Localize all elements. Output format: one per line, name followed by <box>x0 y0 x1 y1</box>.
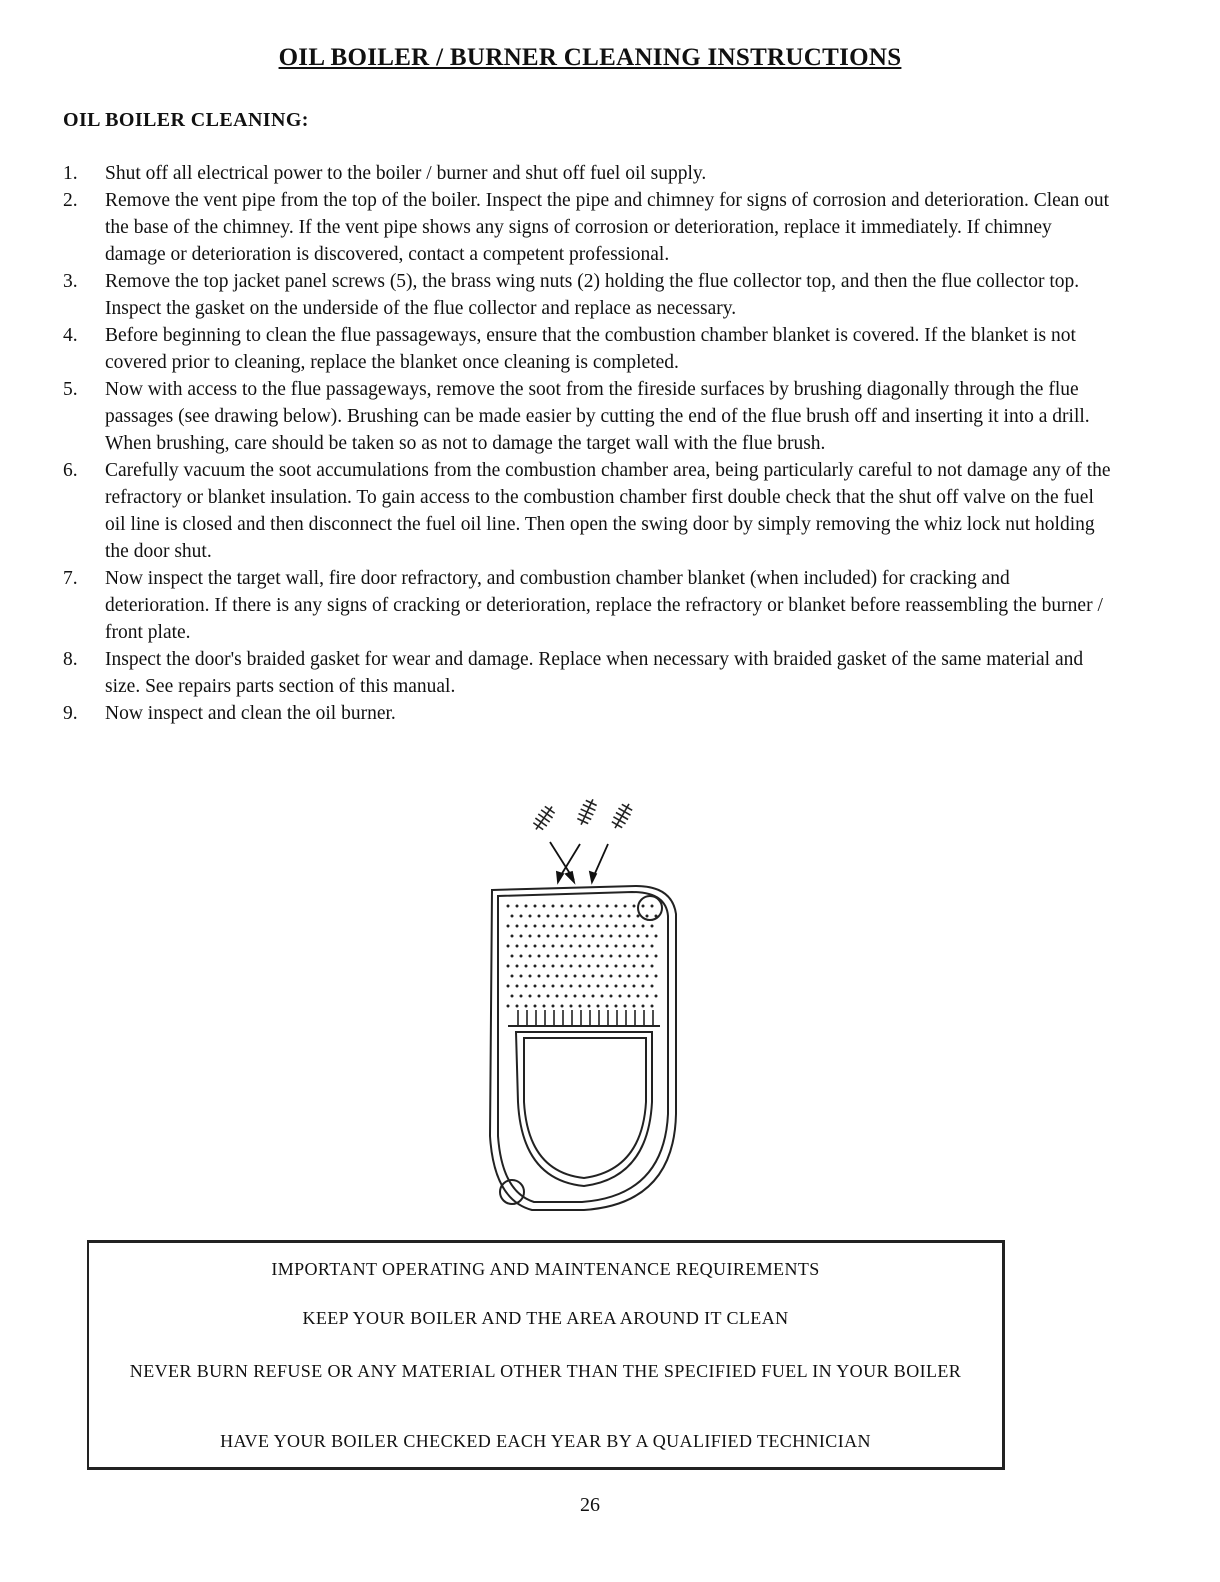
flue-passage-dot <box>525 905 528 908</box>
flue-passage-dot <box>552 905 555 908</box>
flue-passage-dot <box>561 905 564 908</box>
step-item <box>63 268 1113 322</box>
flue-passage-dot <box>628 975 631 978</box>
flue-passage-dot <box>534 905 537 908</box>
step-number: 4. <box>63 325 78 346</box>
flue-passage-dot <box>606 905 609 908</box>
flue-passage-dot <box>624 925 627 928</box>
flue-passage-dot <box>597 985 600 988</box>
flue-passage-dot <box>534 925 537 928</box>
flue-passage-dot <box>619 995 622 998</box>
flue-passage-dot <box>615 965 618 968</box>
flue-passage-dot <box>637 975 640 978</box>
flue-passage-dot <box>565 955 568 958</box>
flue-passage-dot <box>516 925 519 928</box>
flue-passage-dot <box>655 915 658 918</box>
flue-passage-dot <box>637 935 640 938</box>
flue-passage-dot <box>552 1005 555 1008</box>
boiler-section-outline <box>490 886 676 1210</box>
flue-passage-dot <box>642 905 645 908</box>
flue-passage-dot <box>597 945 600 948</box>
flue-passage-dot <box>543 1005 546 1008</box>
flue-passage-dot <box>633 945 636 948</box>
flue-passage-dot <box>615 905 618 908</box>
flue-passage-dot <box>592 975 595 978</box>
flue-passage-dot <box>601 975 604 978</box>
flue-passage-dot <box>588 905 591 908</box>
step-item <box>63 565 1113 646</box>
flue-passage-dot <box>525 985 528 988</box>
flue-passage-dot <box>561 1005 564 1008</box>
flue-passage-dot <box>516 985 519 988</box>
cleaning-steps-list <box>63 160 1113 727</box>
flue-passage-dot <box>579 1005 582 1008</box>
flue-passage-dot <box>615 945 618 948</box>
step-text: Carefully vacuum the soot accumulations from the combustion chamber area, being particularly careful to not damage any of the refractory or blanket insulation. To gain access to the combustion chamber first double check that the shut off valve on the fuel oil line is closed and then disconnect the fuel oil line. Then open the swing door by simply removing the whiz lock nut holding the door shut. <box>105 460 1111 562</box>
flue-passage-dot <box>601 935 604 938</box>
flue-passage-dot <box>579 985 582 988</box>
flue-passage-dot <box>516 945 519 948</box>
step-number: 7. <box>63 568 78 589</box>
flue-passage-dot <box>624 905 627 908</box>
flue-passage-dot <box>507 985 510 988</box>
flue-passage-dot <box>615 985 618 988</box>
page-number: 26 <box>580 1494 600 1516</box>
flue-passage-dot <box>646 975 649 978</box>
maintenance-notice-box <box>87 1240 1005 1470</box>
flue-passage-dot <box>651 965 654 968</box>
flue-passage-dot <box>655 955 658 958</box>
flue-passage-dot <box>547 975 550 978</box>
flue-passage-dot <box>651 945 654 948</box>
flue-passage-dot <box>529 975 532 978</box>
step-text: Remove the top jacket panel screws (5), the brass wing nuts (2) holding the flue collector top, and then the flue collector top. Inspect the gasket on the underside of the flue collector and replace as necessary. <box>105 271 1080 319</box>
flue-passage-dot <box>538 995 541 998</box>
flue-passage-dot <box>552 965 555 968</box>
flue-passage-dot <box>628 955 631 958</box>
flue-passage-dot <box>597 1005 600 1008</box>
flue-passage-dot <box>520 995 523 998</box>
combustion-chamber <box>508 1026 660 1186</box>
flue-passage-dot <box>570 945 573 948</box>
flue-passage-dot <box>552 985 555 988</box>
step-text: Now with access to the flue passageways, remove the soot from the fireside surfaces by brushing diagonally through the flue passages (see drawing below). Brushing can be made easier by cutting the end of the flue brush off and inserting it into a drill. When brushing, care should be taken so as not to damage the target wall with the flue brush. <box>105 379 1090 454</box>
flue-passage-dot <box>561 945 564 948</box>
flue-passage-dot <box>619 955 622 958</box>
flue-passage-dot <box>583 975 586 978</box>
flue-passage-dot <box>552 925 555 928</box>
flue-passage-dot <box>610 935 613 938</box>
flue-passage-dot <box>507 905 510 908</box>
flue-passage-dot <box>574 935 577 938</box>
flue-passage-dot <box>651 1005 654 1008</box>
step-text: Now inspect and clean the oil burner. <box>105 703 396 724</box>
step-number: 3. <box>63 271 78 292</box>
flue-passage-dot <box>610 975 613 978</box>
flue-passage-dot <box>610 995 613 998</box>
flue-passage-dot <box>624 965 627 968</box>
flue-passage-dot <box>606 945 609 948</box>
flue-passage-dot <box>547 995 550 998</box>
flue-passage-dot <box>547 935 550 938</box>
flue-passage-dot <box>543 945 546 948</box>
flue-passage-dot <box>511 975 514 978</box>
flue-passage-dot <box>637 995 640 998</box>
flue-passage-dot <box>601 995 604 998</box>
flue-passage-dot <box>628 995 631 998</box>
step-number: 9. <box>63 703 78 724</box>
step-item <box>63 187 1113 268</box>
flue-passage-dot <box>520 955 523 958</box>
flue-passage-dot <box>516 965 519 968</box>
flue-passage-dot <box>561 965 564 968</box>
flue-passage-dot <box>565 975 568 978</box>
flue-passage-dot <box>601 915 604 918</box>
flue-brush-icon <box>530 803 558 834</box>
flue-passage-dot <box>561 925 564 928</box>
flue-passage-dot <box>525 965 528 968</box>
flue-passage-dot <box>642 1005 645 1008</box>
step-text: Shut off all electrical power to the boiler / burner and shut off fuel oil supply. <box>105 163 707 184</box>
step-number: 5. <box>63 379 78 400</box>
flue-passage-dot <box>628 935 631 938</box>
flue-brush-icons <box>530 796 635 833</box>
step-text: Remove the vent pipe from the top of the boiler. Inspect the pipe and chimney for signs of corrosion and deterioration. Clean out the base of the chimney. If the vent pipe shows any signs of corrosion or deterioration, replace it immediately. If chimney damage or deterioration is discovered, contact a competent professional. <box>105 190 1109 265</box>
flue-passage-dot <box>633 905 636 908</box>
flue-passage-dot <box>561 985 564 988</box>
flue-passage-dot <box>592 915 595 918</box>
step-item <box>63 322 1113 376</box>
flue-passage-dot <box>633 925 636 928</box>
flue-passage-dot <box>529 995 532 998</box>
flue-passage-dot <box>615 1005 618 1008</box>
flue-passage-dot <box>579 965 582 968</box>
flue-passage-dot <box>529 955 532 958</box>
flue-passage-dot <box>592 955 595 958</box>
flue-passage-dot <box>511 915 514 918</box>
flue-passage-dot <box>633 965 636 968</box>
flue-passage-dot <box>547 915 550 918</box>
flue-passage-dot <box>538 935 541 938</box>
flue-passage-dot <box>606 985 609 988</box>
flue-passage-dot <box>588 1005 591 1008</box>
flue-passage-dot <box>583 935 586 938</box>
step-number: 1. <box>63 163 78 184</box>
step-number: 6. <box>63 460 78 481</box>
flue-passage-dot <box>570 925 573 928</box>
flue-passage-dot <box>597 965 600 968</box>
flue-passage-dot <box>651 905 654 908</box>
flue-passage-dot <box>583 955 586 958</box>
flue-passage-dot <box>570 1005 573 1008</box>
section-heading: OIL BOILER CLEANING: <box>63 109 309 131</box>
flue-passages-area <box>507 905 658 1027</box>
step-item <box>63 376 1113 457</box>
flue-passage-dot <box>646 935 649 938</box>
flue-passage-dot <box>606 925 609 928</box>
flue-passage-dot <box>583 995 586 998</box>
flue-passage-dot <box>655 935 658 938</box>
flue-passage-dot <box>511 935 514 938</box>
flue-passage-dot <box>574 955 577 958</box>
flue-passage-dot <box>655 975 658 978</box>
flue-passage-dot <box>642 925 645 928</box>
flue-passage-dot <box>606 1005 609 1008</box>
flue-passage-dot <box>619 915 622 918</box>
flue-passage-dot <box>543 925 546 928</box>
flue-passage-dot <box>538 955 541 958</box>
flue-passage-dot <box>610 915 613 918</box>
flue-passage-dot <box>538 975 541 978</box>
flue-passage-dot <box>601 955 604 958</box>
flue-passage-dot <box>556 915 559 918</box>
flue-passage-dot <box>507 965 510 968</box>
flue-passage-dot <box>520 915 523 918</box>
flue-passage-dot <box>529 935 532 938</box>
flue-passage-dot <box>556 975 559 978</box>
flue-passage-dot <box>646 995 649 998</box>
flue-passage-dot <box>637 955 640 958</box>
flue-passage-dot <box>507 945 510 948</box>
flue-passage-dot <box>525 925 528 928</box>
flue-passage-dot <box>570 965 573 968</box>
flue-passage-dot <box>588 985 591 988</box>
flue-brush-icon <box>575 796 600 827</box>
flue-passage-dot <box>583 915 586 918</box>
flue-passage-dot <box>610 955 613 958</box>
flue-passage-dot <box>543 905 546 908</box>
flue-passage-dot <box>619 975 622 978</box>
flue-passage-dot <box>592 935 595 938</box>
step-item <box>63 700 1113 727</box>
step-number: 8. <box>63 649 78 670</box>
step-text: Now inspect the target wall, fire door refractory, and combustion chamber blanket (when included) for cracking and deterioration. If there is any signs of cracking or deterioration, replace the refractory or blanket before reassembling the burner / front plate. <box>105 568 1103 643</box>
flue-passage-dot <box>556 935 559 938</box>
flue-passage-dot <box>507 1005 510 1008</box>
flue-passage-dot <box>619 935 622 938</box>
flue-passage-dot <box>624 945 627 948</box>
notice-heading: IMPORTANT OPERATING AND MAINTENANCE REQUIREMENTS <box>271 1259 820 1279</box>
flue-passage-dot <box>592 995 595 998</box>
step-item <box>63 457 1113 565</box>
flue-brush-icon <box>609 800 635 831</box>
flue-passage-dot <box>565 935 568 938</box>
flue-passage-dot <box>547 955 550 958</box>
flue-passage-dot <box>615 925 618 928</box>
flue-passage-dot <box>637 915 640 918</box>
flue-passage-dot <box>642 945 645 948</box>
step-item <box>63 646 1113 700</box>
flue-passage-dot <box>579 905 582 908</box>
flue-passage-dot <box>534 945 537 948</box>
flue-passage-dot <box>579 945 582 948</box>
flue-passage-dot <box>574 915 577 918</box>
step-text: Inspect the door's braided gasket for wear and damage. Replace when necessary with braided gasket of the same material and size. See repairs parts section of this manual. <box>105 649 1084 697</box>
flue-passage-dot <box>628 915 631 918</box>
flue-passage-dot <box>588 925 591 928</box>
brushing-direction-arrows <box>550 842 608 882</box>
flue-passage-dot <box>579 925 582 928</box>
flue-passage-dot <box>556 995 559 998</box>
page-title: OIL BOILER / BURNER CLEANING INSTRUCTIONS <box>278 44 902 71</box>
flue-passage-dot <box>516 1005 519 1008</box>
flue-passage-dot <box>651 985 654 988</box>
flue-passage-dot <box>655 995 658 998</box>
step-item <box>63 160 1113 187</box>
flue-passage-dot <box>511 995 514 998</box>
flue-passage-dot <box>507 925 510 928</box>
flue-passage-dot <box>588 965 591 968</box>
flue-passage-dot <box>525 945 528 948</box>
flue-brushing-diagram <box>460 796 700 1226</box>
flue-passage-dot <box>565 995 568 998</box>
flue-passage-dot <box>597 905 600 908</box>
flue-passage-dot <box>588 945 591 948</box>
flue-passage-dot <box>525 1005 528 1008</box>
flue-passage-dot <box>543 985 546 988</box>
flue-passage-dot <box>552 945 555 948</box>
flue-passage-dot <box>574 975 577 978</box>
flue-passage-dot <box>556 955 559 958</box>
flue-passage-dot <box>529 915 532 918</box>
flue-passage-dot <box>646 915 649 918</box>
flue-passage-dot <box>651 925 654 928</box>
flue-passage-dot <box>624 1005 627 1008</box>
flue-passage-dot <box>570 985 573 988</box>
step-text: Before beginning to clean the flue passageways, ensure that the combustion chamber blanket is covered. If the blanket is not covered prior to cleaning, replace the blanket once cleaning is completed. <box>105 325 1076 373</box>
flue-passage-dot <box>534 965 537 968</box>
flue-passage-dot <box>565 915 568 918</box>
flue-passage-dot <box>633 1005 636 1008</box>
flue-passage-dot <box>606 965 609 968</box>
flue-passage-dot <box>633 985 636 988</box>
flue-passage-dot <box>534 1005 537 1008</box>
flue-passage-dot <box>624 985 627 988</box>
flue-passage-dot <box>543 965 546 968</box>
flue-passage-dot <box>642 965 645 968</box>
flue-passage-dot <box>642 985 645 988</box>
flue-passage-dot <box>538 915 541 918</box>
flue-passage-dot <box>570 905 573 908</box>
flue-passage-dot <box>516 905 519 908</box>
flue-passage-dot <box>597 925 600 928</box>
notice-line-fuel: NEVER BURN REFUSE OR ANY MATERIAL OTHER THAN THE SPECIFIED FUEL IN YOUR BOILER <box>129 1361 962 1381</box>
step-number: 2. <box>63 190 78 211</box>
flue-passage-dot <box>520 935 523 938</box>
flue-passage-dot <box>574 995 577 998</box>
flue-passage-dot <box>534 985 537 988</box>
flue-passage-dot <box>646 955 649 958</box>
notice-line-keep-clean: KEEP YOUR BOILER AND THE AREA AROUND IT CLEAN <box>302 1308 789 1328</box>
flue-passage-dot <box>520 975 523 978</box>
notice-line-annual-check: HAVE YOUR BOILER CHECKED EACH YEAR BY A QUALIFIED TECHNICIAN <box>220 1431 871 1451</box>
flue-passage-dot <box>511 955 514 958</box>
